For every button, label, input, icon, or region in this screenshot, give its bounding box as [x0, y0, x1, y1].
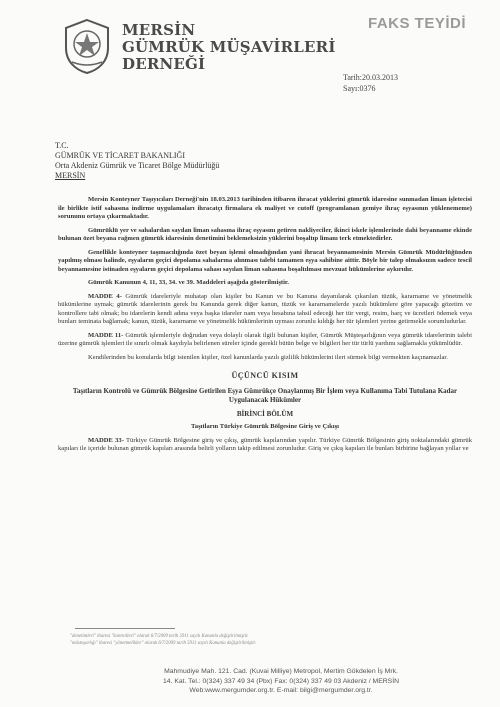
contact-footer — [116, 667, 446, 696]
org-line-2: GÜMRÜK MÜŞAVİRLERİ — [122, 38, 336, 56]
document-number: Sayı:0376 — [343, 84, 376, 93]
recipient-line-3: Orta Akdeniz Gümrük ve Ticaret Bölge Müdürlüğü — [55, 161, 220, 170]
association-seal-icon — [62, 18, 112, 74]
contact-address: Mahmudiye Mah. 121. Cad. (Kuvai Milliye) Metropol, Mertim Gökdelen İş Mrk. — [164, 668, 398, 675]
article-4-lead: MADDE 4- — [88, 292, 122, 300]
contact-web-email: Web:www.mergumder.org.tr. E-mail: bilgi@mergumder.org.tr. — [189, 687, 373, 694]
contact-phone: 14. Kat. Tel.: 0(324) 337 49 34 (Pbx) Fax: 0(324) 337 49 03 Akdeniz / MERSİN — [162, 677, 399, 685]
fax-confirmation-stamp: FAKS TEYİDİ — [368, 15, 467, 32]
recipient-block — [55, 141, 219, 181]
article-11-lead: MADDE 11- — [88, 331, 124, 339]
organization-name — [122, 22, 336, 73]
footnote-divider — [75, 628, 175, 629]
paragraph-7: Kendilerinden bu konularda bilgi istenilen kişiler, özel kanunlarda yazılı gizlilik hükümlerini ileri sürmek bilgi vermekten kaçınamazlar. — [88, 353, 448, 361]
article-11 — [58, 332, 472, 349]
org-line-3: DERNEĞİ — [122, 55, 206, 73]
footnote-1: "denetimleri" ibaresi "kontrolleri" olarak 6/7/2009 tarih 5911 sayılı Kanunla değiştirilmiştir. — [70, 634, 249, 639]
chapter-subtitle: Taşıtların Türkiye Gümrük Bölgesine Giriş ve Çıkışı — [190, 423, 339, 430]
article-4-text: Gümrük idareleriyle muhatap olan kişiler bu Kanun ve bu Kanuna dayanılarak çıkarılan tüzük, kararname ve yönetmelik hükümlerine uymak; gümrük idarelerinin gerek bu Kanunda gerek diğer kanun, tüzük ve kararnamelerde yazılı hükümlere göre yapacağı gözetim ve kontrollere tabi olmak; bu idarelerin kendi adına veya başka idareler nam veya hesabına tahsil edeceği her tür vergi, resim, harç ve ücretleri ödemek veya bunları teminata bağlamak; kanun, tüzük, kararname ve yönetmelik hükümlerinin uyması zorunlu kıldığı her tür işlemleri yerine getirmekle sorumludurlar. — [58, 292, 472, 325]
article-33 — [58, 437, 472, 454]
paragraph-4: Gümrük Kanunun 4, 11, 33, 34. ve 39. Maddeleri aşağıda gösterilmiştir. — [88, 279, 289, 286]
paragraph-2: Gümrüklü yer ve sahalardan sayılan liman sahasına ihraç eşyasını getiren nakliyeciler, ikinci iskele işlemlerinde dahi beyanname ekinde bulunan özet beyana rağmen gümrük idaresinin denetimini beklemeksizin yüklerini boşaltıp limanı terk etmektedirler. — [58, 226, 472, 242]
article-33-lead: MADDE 33- — [88, 436, 124, 444]
letter-body — [58, 196, 472, 459]
section-subtitle: Taşıtların Kontrolü ve Gümrük Bölgesine Getirilen Eşya Gümrükçe Onaylanmış Bir İşlem veya Kullanıma Tabi Tutulana Kadar Uygulanacak Hükümler — [72, 386, 458, 404]
paragraph-3: Genellikle konteyner taşımacılığında özet beyan işlemi olmadığından yani ihracat beyannamesinin Mersin Gümrük Müdürlüğünden yapılmış olması halinde, eşyaların geçici depolama sahalarına alınması talebi tamamen eşya sahibine aittir. Böyle bir talep olmaksızın sadece tescil beyannamesine istinaden eşyaların geçici depolama sahası sayılan liman sahasına boşaltılması mevzuat hükümlerine aykırıdır. — [58, 248, 472, 273]
recipient-line-4: MERSİN — [55, 171, 86, 180]
footnotes — [70, 633, 470, 647]
document-meta — [343, 72, 398, 94]
footnote-2: "müsteşarlığı" ibaresi "yönetmelikler" olarak 6/7/2009 tarih 5911 sayılı Kanunla değiştirilmiştir. — [70, 641, 257, 646]
chapter-title: BİRİNCİ BÖLÜM — [236, 409, 294, 418]
paragraph-1: Mersin Konteyner Taşıyıcıları Derneği'nin 18.03.2013 tarihinden itibaren ihracat yüklerini gümrük idaresine sunmadan liman işletecisi ile birlikte istif sahasına indirme uygulamaları ihracatçı firmalara ek maliyet ve cutoff (programlanan gemiye ihraç eşyasının yüklenememe) sorununu ortaya çıkarmaktadır. — [58, 196, 472, 220]
article-4 — [58, 293, 472, 327]
recipient-line-1: T.C. — [55, 141, 69, 150]
org-line-1: MERSİN — [122, 21, 196, 39]
article-11-text: Gümrük işlemleriyle doğrudan veya dolaylı olarak ilgili bulunan kişiler, Gümrük Müşteşarlığının veya gümrük idarelerinin talebi üzerine gümrük işlemleri ile sınırlı olmak kaydıyla belirlenen süreler içinde gerekli bütün belge ve bilgileri her tür türlü yardımı sağlamakla yükümlüdür. — [58, 331, 472, 347]
article-33-text: Türkiye Gümrük Bölgesine giriş ve çıkış, gümrük kapılarından yapılır. Türkiye Gümrük Bölgesinin giriş noktalarındaki gümrük kapıları ile içeride bulunan gümrük kapıları arasında belirli yolların takip edilmesi zorunludur. Giriş ve çıkış kapıları ile bunları birbirine bağlayan yollar ve — [58, 436, 472, 452]
section-title: ÜÇÜNCÜ KISIM — [231, 371, 299, 380]
document-date: Tarih:20.03.2013 — [343, 73, 398, 82]
recipient-line-2: GÜMRÜK VE TİCARET BAKANLIĞI — [55, 151, 185, 160]
